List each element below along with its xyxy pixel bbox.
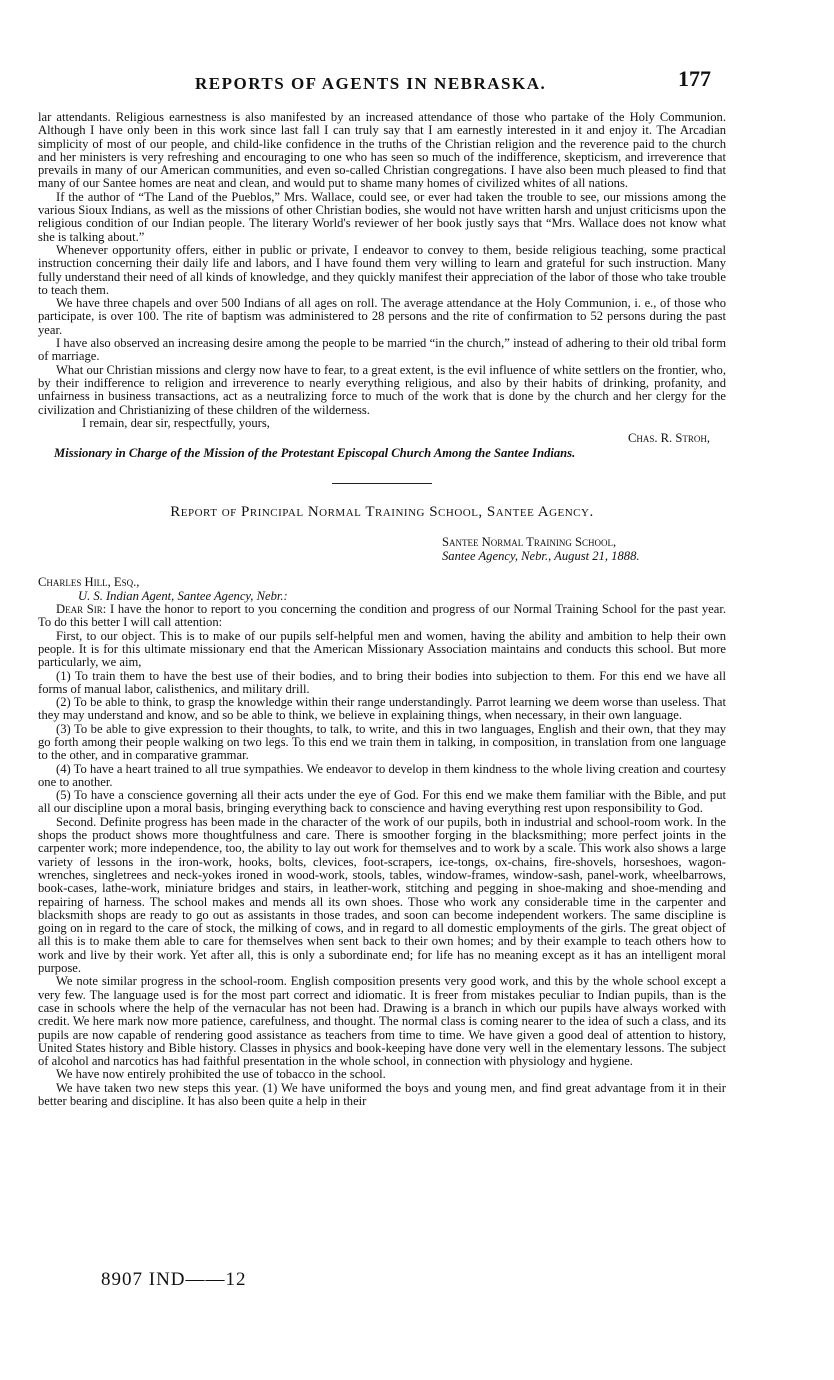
header-title: REPORTS OF AGENTS IN NEBRASKA. bbox=[195, 74, 547, 93]
report-paragraph: We note similar progress in the school-room. English composition presents very good work, and this by the whole school except a very few. The language used is for the most part correct and idiomatic. It is freer from mistakes peculiar to Indian pupils, than is the case in schools where the help of the vernacular has not been had. Drawing is a branch in which our pupils have always worked with credit. We here mark now more patience, carefulness, and thought. The normal class is coming nearer to the idea of such a class, and its pupils are now capable of rendering good assistance as teachers from time to time. We have given a good deal of attention to history, United States history and Bible history. Classes in physics and book-keeping have done very well in the elementary lessons. The subject of alcohol and narcotics has had faithful presentation in the whole school, in connection with physiology and hygiene. bbox=[38, 974, 726, 1069]
school-report bbox=[38, 503, 727, 1109]
letter-signature: Chas. R. Stroh, bbox=[627, 431, 710, 446]
page-body bbox=[38, 111, 726, 1108]
report-addressee bbox=[38, 575, 726, 603]
report-paragraph: (2) To be able to think, to grasp the knowledge within their range understandingly. Parrot learning we deem worse than useless. That they may understand and know, and so be able to think, we believe in explaining things, when necessary, in their own language. bbox=[38, 695, 726, 723]
letter-paragraph: If the author of “The Land of the Pueblos,” Mrs. Wallace, could see, or ever had taken the trouble to see, our missions among the various Sioux Indians, as well as the missions of other Christian bodies, she would not have written harsh and unjust criticisms upon the religious condition of our Indian people. The literary World's reviewer of her book justly says that “Mrs. Wallace does not know what she is talking about.” bbox=[38, 189, 726, 244]
report-paragraph: Second. Definite progress has been made in the character of the work of our pupils, both in industrial and school-room work. In the shops the product shows more thoughtfulness and care. There is smoother forging in the blacksmithing; more perfect joints in the carpenter work; more independence, too, the ability to lay out work for themselves and to work by a scale. This work also shows a large variety of lessons in the iron-work, hooks, bolts, clevices, foot-scrapers, ice-tongs, ox-chains, fire-shovels, horseshoes, wagon-wrenches, singletrees and neck-yokes ironed in wood-work, stools, tables, window-frames, window-sash, panel-work, wheelbarrows, book-cases, lathe-work, miniature bridges and stairs, in leather-work, stitching and pegging in shoe-making and shoe-mending and repairing of harness. The school makes and mends all its own shoes. Those who work any considerable time in the carpenter and blacksmith shops are ready to go out as assistants in those trades, and soon can become independent workers. The same discipline is going on in regard to the care of stock, the milking of cows, and in regard to all domestic employments of the girls. The great object of all this is to make them able to care for themselves when sent back to their own homes; and by their example to teach others how to work and live by their work. Yet after all, this is only a subordinate end; for life has no meaning except as it has an intelligent moral purpose. bbox=[38, 814, 726, 976]
report-paragraph: We have taken two new steps this year. (1) We have uniformed the boys and young men, and find great advantage from it in their better bearing and discipline. It has also been quite a help in their bbox=[38, 1080, 726, 1108]
report-paragraph: First, to our object. This is to make of our pupils self-helpful men and women, having the ability and ambition to help their own people. It is for this ultimate missionary end that the American Missionary Association maintains and conducts this school. But more particularly, we aim, bbox=[38, 628, 726, 670]
page-number: 177 bbox=[678, 66, 711, 91]
letter-paragraph: lar attendants. Religious earnestness is also manifested by an increased attendance of those who partake of the Holy Communion. Although I have only been in this work since last fall I can truly say that I am earnestly interested in it and enjoy it. The Arcadian simplicity of most of our people, and child-like confidence in the truths of the Christian religion and the reverence paid to the church and her ministers is very refreshing and encouraging to one who has seen so much of the indifference, skepticism, and irreverence that prevails in many of our American communities, and even so-called Christian congregations. I have also been much pleased to find that many of our Santee homes are neat and clean, and would put to shame many homes of civilized whites of all nations. bbox=[38, 110, 726, 191]
report-salutation-paragraph bbox=[38, 603, 726, 630]
report-paragraph: (5) To have a conscience governing all their acts under the eye of God. For this end we make them familiar with the Bible, and put all our discipline upon a moral basis, bringing everything back to conscience and having everything rest upon responsibility to God. bbox=[38, 788, 726, 816]
letterhead-org: Santee Normal Training School, bbox=[442, 535, 617, 550]
salutation-text: I have the honor to report to you concerning the condition and progress of our Normal Training School for the past year. To do this better I will call attention: bbox=[38, 602, 727, 630]
running-header bbox=[0, 64, 834, 98]
signature-role: Missionary in Charge of the Mission of the Protestant Episcopal Church Among the Santee Indians. bbox=[54, 446, 576, 461]
letter-paragraph: Whenever opportunity offers, either in public or private, I endeavor to convey to them, beside religious teaching, some practical instruction concerning their daily life and labors, and I have found them very willing to learn and grateful for such instruction. Many fully understand their need of all kinds of knowledge, and they quickly manifest their appreciation of the labor of those who take trouble to teach them. bbox=[38, 242, 726, 297]
report-paragraph: (3) To be able to give expression to their thoughts, to talk, to write, and this in two languages, English and their own, that they may go forth among their people walking on two legs. To this end we train them in talking, in composition, in translation from one language to the other, and in comparative grammar. bbox=[38, 721, 726, 763]
letter-paragraph: I have also observed an increasing desire among the people to be married “in the church,” instead of adhering to their old tribal form of marriage. bbox=[38, 336, 726, 364]
report-paragraph: (4) To have a heart trained to all true sympathies. We endeavor to develop in them kindness to the whole living creation and courtesy one to another. bbox=[38, 761, 726, 789]
report-paragraph: We have now entirely prohibited the use of tobacco in the school. bbox=[56, 1067, 386, 1082]
report-letterhead bbox=[442, 535, 726, 563]
section-divider bbox=[332, 483, 432, 484]
report-title: Report of Principal Normal Training School, Santee Agency. bbox=[170, 503, 594, 520]
salutation: Dear Sir: bbox=[56, 602, 107, 617]
missionary-letter bbox=[38, 111, 726, 461]
addressee-title: U. S. Indian Agent, Santee Agency, Nebr.: bbox=[78, 589, 288, 604]
signature-mark: 8907 IND——12 bbox=[101, 1269, 247, 1290]
report-paragraph: (1) To train them to have the best use of their bodies, and to bring their bodies into subjection to them. For this end we have all forms of manual labor, calisthenics, and military drill. bbox=[38, 668, 726, 696]
letter-paragraph: We have three chapels and over 500 Indians of all ages on roll. The average attendance at the Holy Communion, i. e., of those who participate, is over 100. The rite of baptism was administered to 28 persons and the rite of confirmation to 52 persons during the past year. bbox=[38, 296, 726, 337]
letter-closing: I remain, dear sir, respectfully, yours, bbox=[82, 415, 270, 430]
addressee-name: Charles Hill, Esq., bbox=[38, 575, 140, 590]
letter-paragraph: What our Christian missions and clergy now have to fear, to a great extent, is the evil influence of white settlers on the frontier, who, by their indifference to religion and irreverence to nearly everything religious, and also by their habits of drinking, profanity, and unfairness in business transactions, act as a neutralizing force to much of the work that is done by the church and her clergy for the civilization and Christianizing of these children of the wilderness. bbox=[38, 362, 726, 417]
letterhead-place-date: Santee Agency, Nebr., August 21, 1888. bbox=[442, 549, 640, 564]
